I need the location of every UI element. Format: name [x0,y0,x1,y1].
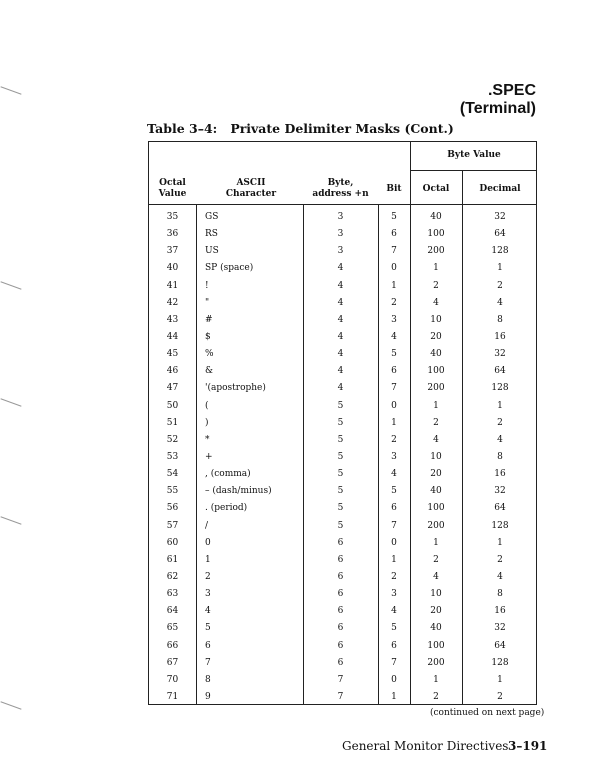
cell-byte-octal: 2 [433,554,439,565]
cell-byte-octal: 1 [433,263,439,274]
cell-byte-octal: 100 [427,503,445,514]
cell-bit: 7 [391,246,397,257]
cell-ascii-char: SP (space) [205,263,254,274]
cell-byte-octal: 1 [433,537,439,548]
cell-octal-value: 45 [166,349,179,360]
cell-ascii-char: % [205,349,214,360]
cell-bit: 0 [391,400,397,411]
cell-byte-offset: 7 [337,691,344,702]
table-row [149,278,538,295]
cell-byte-offset: 6 [337,554,344,565]
cell-octal-value: 36 [166,229,179,240]
cell-byte-decimal: 1 [497,537,503,548]
cell-byte-offset: 6 [337,606,344,617]
cell-bit: 1 [391,554,397,565]
cell-byte-offset: 5 [337,486,344,497]
cell-octal-value: 71 [166,691,179,702]
cell-octal-value: 35 [166,212,179,222]
cell-ascii-char: * [205,434,210,445]
footer-title: General Monitor Directives [342,739,509,753]
cell-byte-decimal: 8 [497,451,503,462]
cell-byte-octal: 200 [427,383,445,394]
cell-ascii-char: 7 [205,657,211,668]
cell-byte-octal: 1 [433,400,439,411]
cell-octal-value: 51 [166,417,179,428]
cell-byte-octal: 20 [430,331,442,342]
cell-byte-decimal: 1 [497,400,503,411]
cell-byte-decimal: 8 [497,314,503,325]
table-row [149,295,538,312]
cell-byte-offset: 5 [337,434,344,445]
cell-byte-decimal: 16 [494,469,506,480]
table-row [149,500,538,517]
cell-byte-offset: 5 [337,469,344,480]
table-row [149,689,538,706]
cell-bit: 3 [391,589,397,600]
header-octal: Octal [422,184,450,194]
cell-byte-decimal: 16 [494,606,506,617]
cell-byte-decimal: 2 [497,691,503,702]
cell-octal-value: 64 [166,606,179,617]
cell-byte-octal: 200 [427,657,445,668]
cell-byte-offset: 3 [337,229,344,240]
cell-bit: 6 [391,640,397,651]
cell-byte-decimal: 128 [491,246,509,257]
cell-ascii-char: & [205,366,214,377]
cell-octal-value: 40 [166,263,179,274]
cell-byte-decimal: 128 [491,520,509,531]
cell-bit: 0 [391,263,397,274]
row-divider [410,170,536,171]
cell-byte-offset: 4 [337,349,344,360]
table-row [149,346,538,363]
cell-ascii-char: 5 [205,623,211,634]
cell-byte-decimal: 32 [494,486,506,497]
cell-ascii-char: " [205,297,210,308]
cell-octal-value: 42 [166,297,179,308]
cell-byte-offset: 5 [337,400,344,411]
cell-byte-decimal: 64 [494,366,506,377]
cell-byte-offset: 4 [337,280,344,291]
cell-ascii-char: GS [205,212,219,222]
cell-octal-value: 52 [166,434,179,445]
cell-byte-decimal: 2 [497,280,503,291]
cell-byte-decimal: 32 [494,349,506,360]
table-row [149,518,538,535]
cell-ascii-char: $ [205,331,211,342]
section-title: .SPEC [487,82,536,99]
cell-bit: 5 [391,349,397,360]
cell-byte-decimal: 64 [494,503,506,514]
cell-byte-offset: 5 [337,417,344,428]
table-row [149,552,538,569]
cell-bit: 1 [391,280,397,291]
margin-mark [0,701,21,709]
cell-ascii-char: # [205,314,213,325]
cell-byte-offset: 6 [337,589,344,600]
cell-ascii-char: 4 [205,606,211,617]
cell-byte-decimal: 32 [494,623,506,634]
cell-ascii-char: US [205,246,219,257]
cell-octal-value: 65 [166,623,179,634]
cell-ascii-char: 2 [205,571,211,582]
table-row [149,209,538,226]
cell-byte-decimal: 128 [491,657,509,668]
cell-bit: 7 [391,657,397,668]
cell-byte-octal: 200 [427,246,445,257]
cell-byte-decimal: 4 [497,571,503,582]
cell-byte-octal: 2 [433,691,439,702]
cell-byte-offset: 6 [337,640,344,651]
cell-bit: 0 [391,674,397,685]
cell-bit: 3 [391,451,397,462]
cell-byte-decimal: 2 [497,554,503,565]
table-row [149,380,538,397]
cell-octal-value: 43 [166,314,179,325]
cell-byte-octal: 40 [430,486,442,497]
cell-bit: 4 [391,606,397,617]
table-row [149,260,538,277]
cell-byte-offset: 6 [337,623,344,634]
cell-ascii-char: 3 [205,589,211,600]
cell-byte-offset: 4 [337,383,344,394]
cell-bit: 4 [391,331,397,342]
header-byte-value: Byte Value [447,150,501,160]
table-row [149,620,538,637]
cell-byte-offset: 3 [337,246,344,257]
cell-byte-offset: 4 [337,366,344,377]
header-byte: Byte, address +n [312,178,369,199]
cell-bit: 3 [391,314,397,325]
margin-mark [0,86,21,94]
cell-ascii-char: 1 [205,554,211,565]
header-decimal: Decimal [479,184,521,194]
cell-byte-octal: 100 [427,640,445,651]
cell-octal-value: 37 [166,246,179,257]
delimiter-mask-table [148,141,537,705]
cell-ascii-char: 0 [205,537,211,548]
cell-byte-octal: 20 [430,469,442,480]
cell-byte-offset: 5 [337,520,344,531]
cell-byte-decimal: 4 [497,297,503,308]
table-row [149,243,538,260]
cell-byte-octal: 10 [430,589,442,600]
cell-byte-offset: 6 [337,537,344,548]
table-row [149,603,538,620]
cell-ascii-char: ( [205,400,209,411]
table-row [149,398,538,415]
cell-octal-value: 46 [166,366,179,377]
cell-byte-octal: 20 [430,606,442,617]
table-row [149,226,538,243]
cell-byte-decimal: 32 [494,212,506,222]
cell-octal-value: 70 [166,674,179,685]
cell-ascii-char: ! [205,280,209,291]
cell-byte-octal: 100 [427,229,445,240]
cell-ascii-char: 9 [205,691,211,702]
cell-byte-octal: 2 [433,280,439,291]
cell-ascii-char: . (period) [205,503,248,514]
margin-mark [0,398,21,406]
cell-byte-octal: 40 [430,623,442,634]
continued-note: (continued on next page) [430,708,545,718]
cell-byte-offset: 5 [337,451,344,462]
header-ascii: ASCII Character [225,178,277,199]
header-octal-value: Octal Value [158,178,187,199]
header-bit: Bit [386,184,402,194]
table-row [149,535,538,552]
cell-octal-value: 54 [166,469,179,480]
margin-mark [0,516,21,524]
table-row [149,638,538,655]
cell-byte-decimal: 16 [494,331,506,342]
cell-byte-offset: 4 [337,297,344,308]
cell-octal-value: 55 [166,486,179,497]
cell-ascii-char: + [205,451,213,462]
cell-ascii-char: RS [205,229,218,240]
cell-ascii-char: 8 [205,674,211,685]
cell-octal-value: 50 [166,400,179,411]
section-subtitle: (Terminal) [459,100,536,117]
table-row [149,329,538,346]
cell-byte-octal: 1 [433,674,439,685]
cell-byte-decimal: 4 [497,434,503,445]
cell-byte-decimal: 1 [497,674,503,685]
cell-byte-octal: 4 [433,297,439,308]
cell-bit: 6 [391,503,397,514]
cell-bit: 6 [391,229,397,240]
cell-byte-offset: 6 [337,657,344,668]
cell-ascii-char: '(apostrophe) [205,383,266,394]
cell-byte-octal: 200 [427,520,445,531]
cell-octal-value: 57 [166,520,179,531]
cell-byte-octal: 4 [433,434,439,445]
cell-byte-offset: 7 [337,674,344,685]
cell-byte-octal: 4 [433,571,439,582]
cell-byte-offset: 5 [337,503,344,514]
cell-bit: 5 [391,212,397,222]
cell-byte-offset: 4 [337,331,344,342]
page-number: 3–191 [508,739,548,753]
cell-ascii-char: 6 [205,640,211,651]
table-row [149,449,538,466]
table-row [149,432,538,449]
cell-bit: 7 [391,383,397,394]
table-row [149,672,538,689]
cell-ascii-char: , (comma) [205,469,251,480]
cell-bit: 6 [391,366,397,377]
cell-byte-decimal: 64 [494,229,506,240]
cell-ascii-char: ) [205,417,209,428]
margin-mark [0,281,21,289]
table-row [149,466,538,483]
cell-byte-decimal: 1 [497,263,503,274]
cell-byte-offset: 3 [337,212,344,222]
table-row [149,415,538,432]
table-caption: Table 3–4: Private Delimiter Masks (Cont.) [147,121,454,136]
table-row [149,655,538,672]
cell-ascii-char: – (dash/minus) [205,486,272,497]
cell-octal-value: 63 [166,589,179,600]
cell-bit: 2 [391,571,397,582]
cell-bit: 5 [391,486,397,497]
cell-octal-value: 47 [166,383,179,394]
cell-byte-octal: 10 [430,451,442,462]
cell-byte-octal: 40 [430,212,442,222]
cell-bit: 4 [391,469,397,480]
cell-ascii-char: / [205,520,209,531]
cell-octal-value: 53 [166,451,179,462]
header-divider [149,204,536,205]
table-row [149,312,538,329]
table-row [149,586,538,603]
table-row [149,363,538,380]
cell-bit: 7 [391,520,397,531]
cell-octal-value: 60 [166,537,179,548]
cell-byte-decimal: 128 [491,383,509,394]
cell-bit: 1 [391,417,397,428]
cell-octal-value: 62 [166,571,179,582]
cell-bit: 2 [391,297,397,308]
cell-octal-value: 67 [166,657,179,668]
cell-byte-octal: 40 [430,349,442,360]
cell-octal-value: 61 [166,554,179,565]
cell-byte-octal: 100 [427,366,445,377]
cell-octal-value: 66 [166,640,179,651]
cell-bit: 0 [391,537,397,548]
cell-bit: 2 [391,434,397,445]
cell-bit: 1 [391,691,397,702]
table-row [149,483,538,500]
cell-byte-decimal: 64 [494,640,506,651]
cell-byte-octal: 10 [430,314,442,325]
cell-octal-value: 41 [166,280,179,291]
cell-byte-decimal: 2 [497,417,503,428]
cell-octal-value: 44 [166,331,179,342]
cell-octal-value: 56 [166,503,179,514]
cell-bit: 5 [391,623,397,634]
cell-byte-offset: 4 [337,314,344,325]
cell-byte-offset: 4 [337,263,344,274]
cell-byte-decimal: 8 [497,589,503,600]
cell-byte-octal: 2 [433,417,439,428]
table-row [149,569,538,586]
cell-byte-offset: 6 [337,571,344,582]
